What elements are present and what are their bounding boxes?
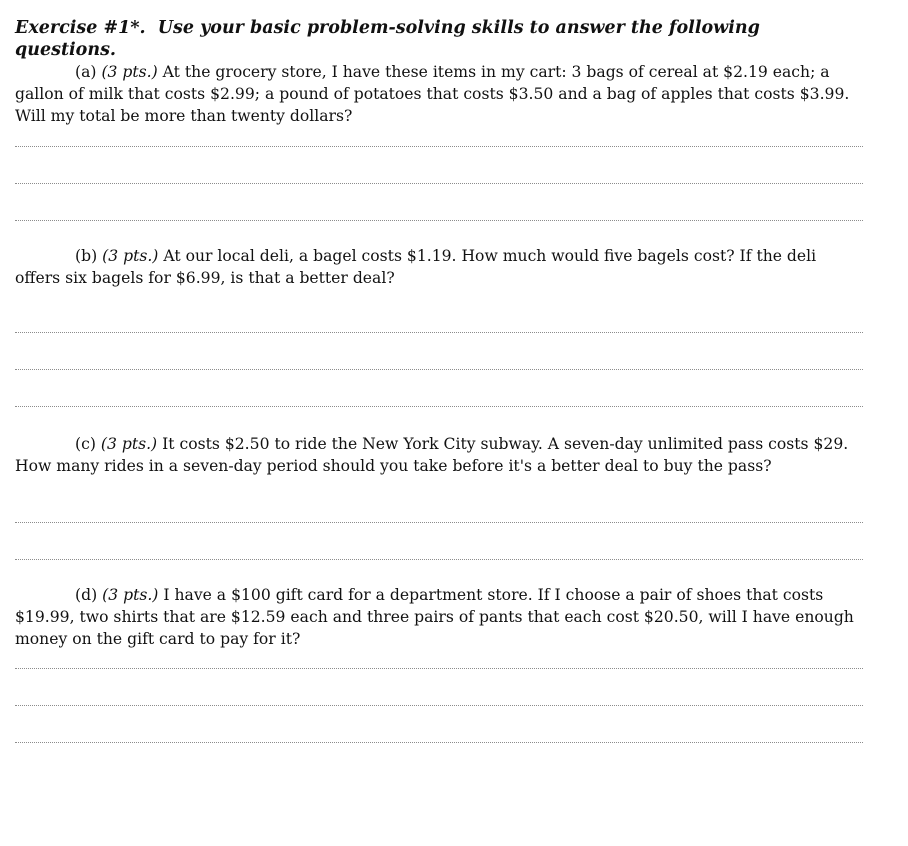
worksheet bbox=[15, 17, 863, 743]
exercise-instructions: Use your basic problem-solving skills to answer the following questions. bbox=[15, 18, 760, 60]
question-b-points: (3 pts.) bbox=[102, 247, 159, 265]
question-d-points: (3 pts.) bbox=[102, 586, 159, 604]
question-a-points: (3 pts.) bbox=[101, 63, 158, 81]
question-c-label: (c) bbox=[75, 435, 96, 453]
question-a-label: (a) bbox=[75, 63, 97, 81]
question-b-label: (b) bbox=[75, 247, 98, 265]
question-a-text: At the grocery store, I have these items in my cart: 3 bags of cereal at $2.19 each; a gallon of milk that costs $2.99; a pound of potatoes that costs $3.50 and a bag of apples that costs $3.99. Will my total be more than twenty dollars? bbox=[15, 63, 850, 125]
question-c bbox=[15, 433, 863, 477]
question-b bbox=[15, 245, 863, 289]
question-d-label: (d) bbox=[75, 586, 98, 604]
question-b-text: At our local deli, a bagel costs $1.19. How much would five bagels cost? If the deli offers six bagels for $6.99, is that a better deal? bbox=[15, 247, 817, 287]
question-d bbox=[15, 584, 863, 650]
exercise-heading bbox=[15, 17, 863, 61]
question-a bbox=[15, 61, 863, 127]
answer-line[interactable] bbox=[15, 742, 863, 743]
question-c-points: (3 pts.) bbox=[100, 435, 158, 453]
question-c-text: It costs $2.50 to ride the New York City subway. A seven-day unlimited pass costs $29. How many rides in a seven-day period should you take before it's a better deal to buy the pass? bbox=[15, 435, 849, 475]
exercise-title: Exercise #1*. bbox=[15, 18, 146, 38]
question-d-text: I have a $100 gift card for a department store. If I choose a pair of shoes that costs $19.99, two shirts that are $12.59 each and three pairs of pants that each cost $20.50, will I have enough money on the gift card to pay for it? bbox=[15, 586, 854, 648]
